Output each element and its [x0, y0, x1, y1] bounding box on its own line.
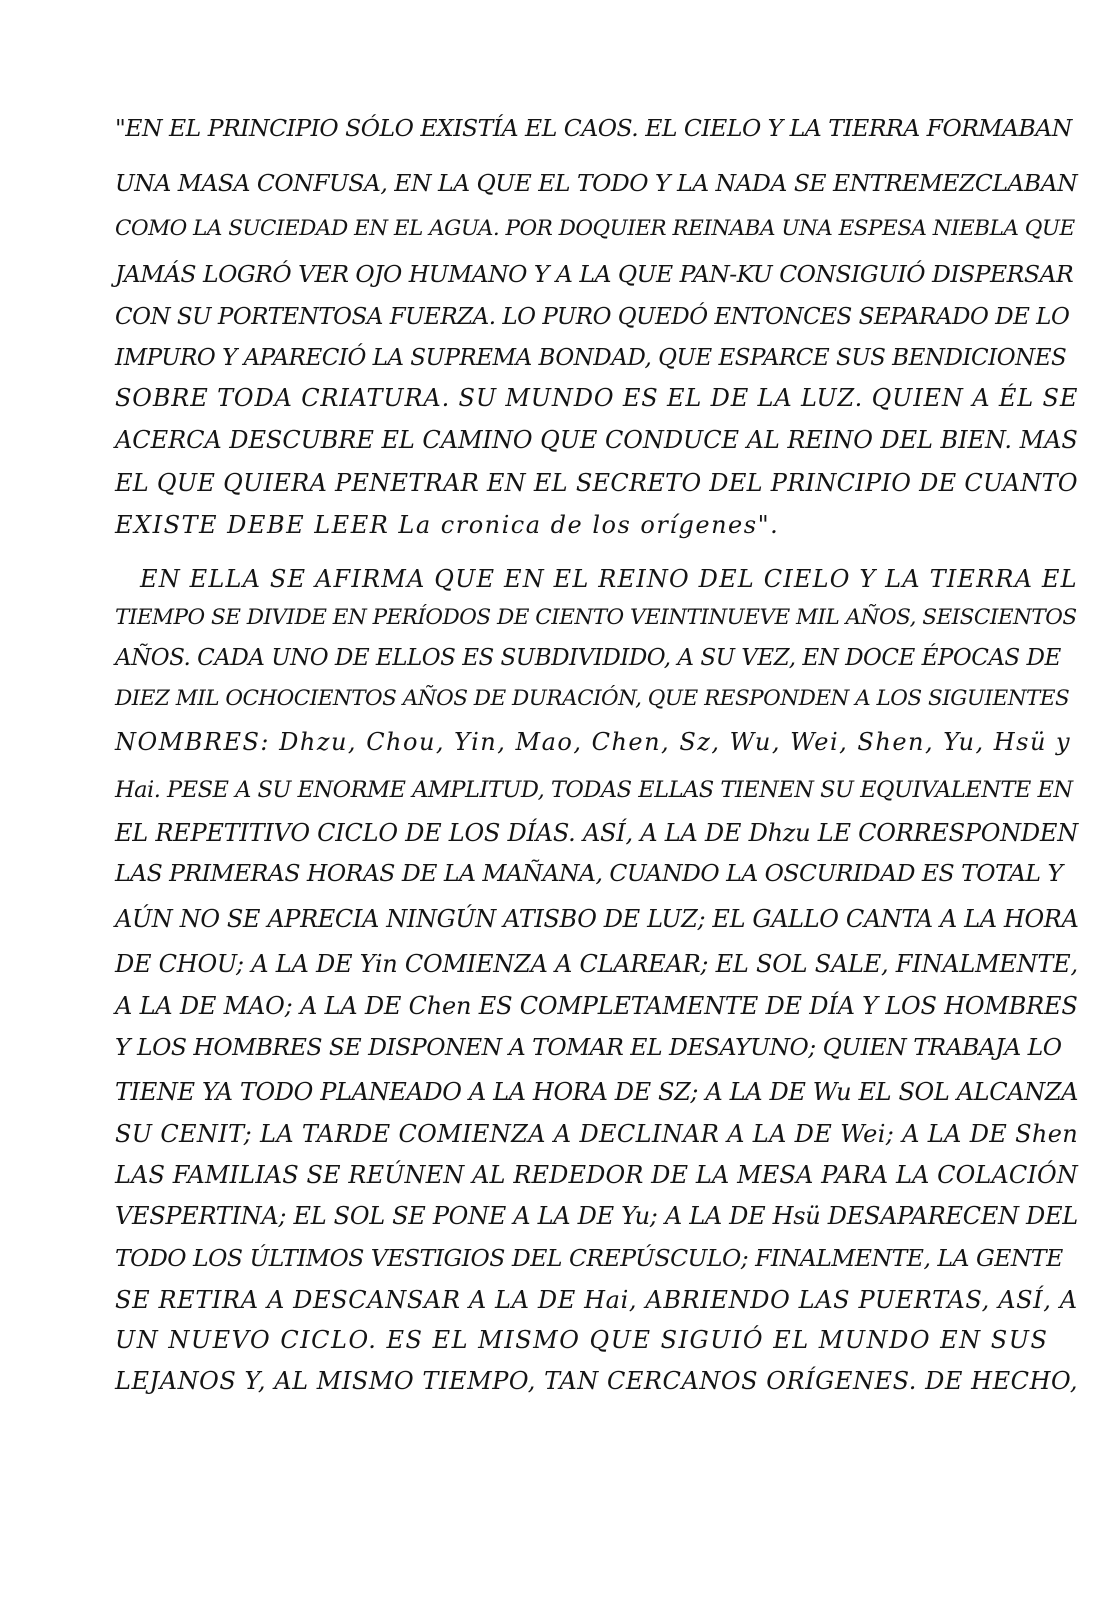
text-line: EXISTE DEBE LEER La cronica de los orígenes".: [115, 511, 780, 539]
text-line: EL QUE QUIERA PENETRAR EN EL SECRETO DEL PRINCIPIO DE CUANTO: [115, 469, 1078, 497]
text-line: VESPERTINA; EL SOL SE PONE A LA DE Yu; A LA DE Hsü DESAPARECEN DEL: [115, 1202, 1078, 1230]
text-line: SOBRE TODA CRIATURA. SU MUNDO ES EL DE LA LUZ. QUIEN A ÉL SE: [115, 384, 1079, 412]
text-line: LEJANOS Y, AL MISMO TIEMPO, TAN CERCANOS ORÍGENES. DE HECHO,: [115, 1367, 1079, 1395]
text-line: Hai. PESE A SU ENORME AMPLITUD, TODAS ELLAS TIENEN SU EQUIVALENTE EN: [115, 777, 1073, 803]
text-line: TODO LOS ÚLTIMOS VESTIGIOS DEL CREPÚSCULO; FINALMENTE, LA GENTE: [115, 1244, 1063, 1272]
text-line: LAS PRIMERAS HORAS DE LA MAÑANA, CUANDO LA OSCURIDAD ES TOTAL Y: [115, 859, 1063, 887]
text-line: AÚN NO SE APRECIA NINGÚN ATISBO DE LUZ; EL GALLO CANTA A LA HORA: [115, 905, 1079, 933]
text-line: DE CHOU; A LA DE Yin COMIENZA A CLAREAR; EL SOL SALE, FINALMENTE,: [115, 950, 1078, 978]
text-line: COMO LA SUCIEDAD EN EL AGUA. POR DOQUIER REINABA UNA ESPESA NIEBLA QUE: [115, 216, 1075, 241]
text-line: JAMÁS LOGRÓ VER OJO HUMANO Y A LA QUE PAN-KU CONSIGUIÓ DISPERSAR: [115, 260, 1074, 288]
text-line: Y LOS HOMBRES SE DISPONEN A TOMAR EL DESAYUNO; QUIEN TRABAJA LO: [115, 1033, 1062, 1061]
text-line: A LA DE MAO; A LA DE Chen ES COMPLETAMENTE DE DÍA Y LOS HOMBRES: [115, 992, 1078, 1020]
text-line: EN ELLA SE AFIRMA QUE EN EL REINO DEL CIELO Y LA TIERRA EL: [140, 565, 1078, 593]
text-line: CON SU PORTENTOSA FUERZA. LO PURO QUEDÓ ENTONCES SEPARADO DE LO: [115, 304, 1070, 330]
text-line: UNA MASA CONFUSA, EN LA QUE EL TODO Y LA NADA SE ENTREMEZCLABAN: [115, 169, 1078, 197]
text-line: IMPURO Y APARECIÓ LA SUPREMA BONDAD, QUE ESPARCE SUS BENDICIONES: [115, 345, 1067, 371]
text-line: AÑOS. CADA UNO DE ELLOS ES SUBDIVIDIDO, A SU VEZ, EN DOCE ÉPOCAS DE: [115, 645, 1061, 671]
text-line: UN NUEVO CICLO. ES EL MISMO QUE SIGUIÓ EL MUNDO EN SUS: [115, 1326, 1049, 1354]
text-line: EL REPETITIVO CICLO DE LOS DÍAS. ASÍ, A LA DE Dhzu LE CORRESPONDEN: [115, 819, 1078, 847]
text-line: TIENE YA TODO PLANEADO A LA HORA DE SZ; A LA DE Wu EL SOL ALCANZA: [115, 1078, 1079, 1106]
text-line: NOMBRES: Dhzu, Chou, Yin, Mao, Chen, Sz, Wu, Wei, Shen, Yu, Hsü y: [115, 728, 1072, 756]
text-line: SU CENIT; LA TARDE COMIENZA A DECLINAR A LA DE Wei; A LA DE Shen: [115, 1120, 1079, 1148]
text-line: DIEZ MIL OCHOCIENTOS AÑOS DE DURACIÓN, QUE RESPONDEN A LOS SIGUIENTES: [115, 686, 1070, 711]
text-line: SE RETIRA A DESCANSAR A LA DE Hai, ABRIENDO LAS PUERTAS, ASÍ, A: [115, 1286, 1078, 1314]
text-line: TIEMPO SE DIVIDE EN PERÍODOS DE CIENTO VEINTINUEVE MIL AÑOS, SEISCIENTOS: [115, 605, 1077, 630]
text-line: ACERCA DESCUBRE EL CAMINO QUE CONDUCE AL REINO DEL BIEN. MAS: [115, 426, 1078, 454]
text-line: LAS FAMILIAS SE REÚNEN AL REDEDOR DE LA MESA PARA LA COLACIÓN: [115, 1161, 1078, 1189]
text-line: "EN EL PRINCIPIO SÓLO EXISTÍA EL CAOS. EL CIELO Y LA TIERRA FORMABAN: [115, 114, 1072, 142]
